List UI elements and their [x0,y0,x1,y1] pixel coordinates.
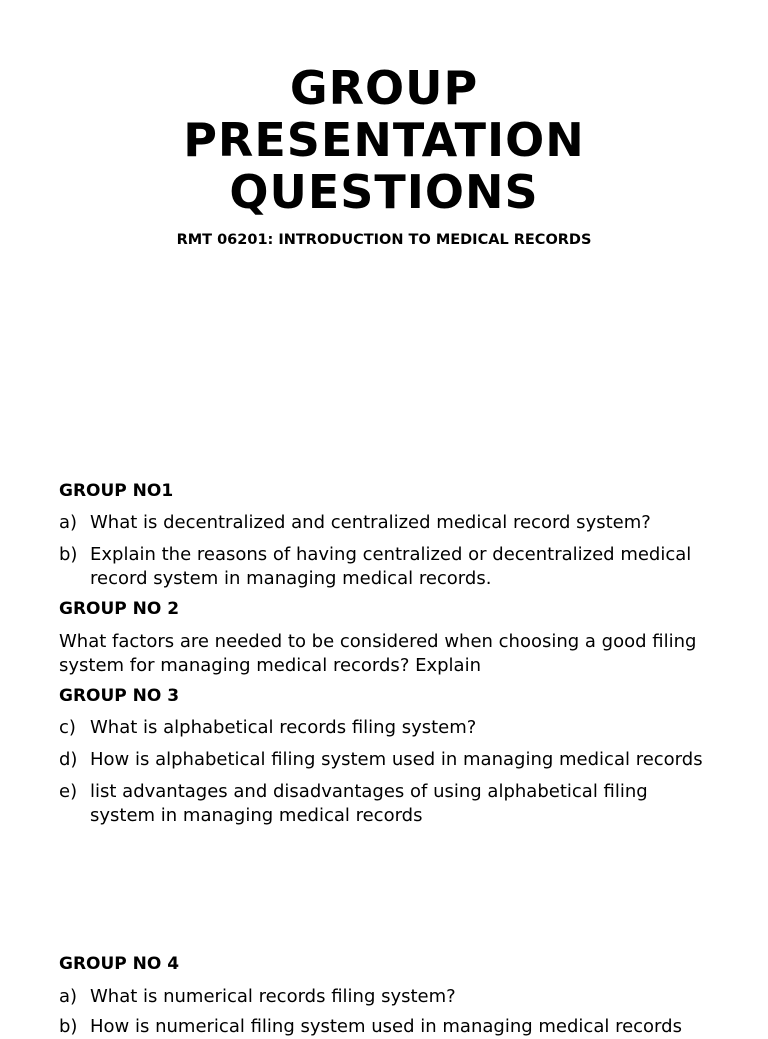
title-line-3: QUESTIONS [229,165,539,219]
group-3-item-e [59,780,709,828]
group-4-item-a [59,985,709,1009]
title-line-1: GROUP [289,61,479,115]
group-4-heading: GROUP NO 4 [59,954,180,974]
course-subtitle: RMT 06201: INTRODUCTION TO MEDICAL RECORDS [176,232,592,248]
list-marker: c) [59,717,76,738]
document-title [0,62,768,218]
title-line-2: PRESENTATION [183,113,585,167]
question-text: What is decentralized and centralized medical record system? [90,512,651,533]
question-text: How is numerical filing system used in managing medical records [90,1016,682,1037]
group-3-item-c [59,716,709,740]
question-text: How is alphabetical filing system used in managing medical records [90,749,703,770]
list-marker: b) [59,544,78,565]
list-marker: b) [59,1016,78,1037]
group-2-paragraph: What factors are needed to be considered when choosing a good filing system for managing medical records? Explain [59,631,697,676]
group-1-heading: GROUP NO1 [59,481,174,501]
group-1-item-b [59,543,709,591]
question-text: What is alphabetical records filing system? [90,717,477,738]
group-2-heading: GROUP NO 2 [59,599,180,619]
group-4-item-b [59,1015,709,1039]
group-3-item-d [59,748,709,772]
list-marker: a) [59,512,78,533]
list-marker: e) [59,781,78,802]
group-3-heading: GROUP NO 3 [59,686,180,706]
question-text: What is numerical records filing system? [90,986,456,1007]
list-marker: d) [59,749,78,770]
question-text: list advantages and disadvantages of using alphabetical filing system in managing medical records [90,781,648,826]
question-text: Explain the reasons of having centralized or decentralized medical record system in managing medical records. [90,544,692,589]
group-1-item-a [59,511,709,535]
list-marker: a) [59,986,78,1007]
